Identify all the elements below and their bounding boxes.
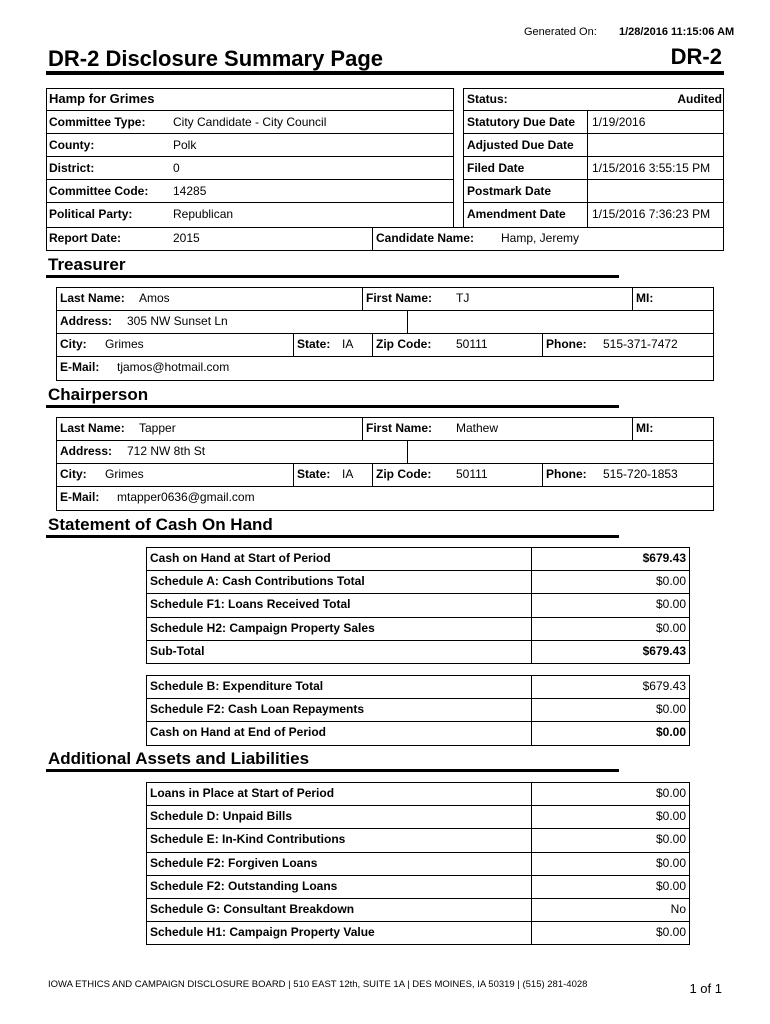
- treasurer-address: 305 NW Sunset Ln: [127, 314, 228, 328]
- chairperson-heading: Chairperson: [48, 385, 149, 404]
- statutory-due-date-label: Statutory Due Date: [467, 115, 576, 129]
- row-divider: [56, 486, 714, 487]
- chairperson-state: IA: [342, 467, 354, 481]
- row-divider: [46, 179, 454, 180]
- cash-top-row-label: Sub-Total: [150, 643, 205, 658]
- col-divider: [632, 417, 633, 440]
- assets-heading: Additional Assets and Liabilities: [48, 749, 310, 768]
- district-label: District:: [49, 161, 95, 175]
- cash-top-row: [146, 593, 690, 616]
- treasurer-last-name-label: Last Name:: [60, 291, 125, 305]
- cash-bottom-row-value: $0.00: [655, 702, 686, 717]
- assets-row: [146, 782, 690, 805]
- filed-date-label: Filed Date: [467, 161, 525, 175]
- row-divider: [46, 202, 454, 203]
- assets-row-value: $0.00: [655, 878, 686, 893]
- row-divider: [146, 828, 690, 829]
- assets-row-label: Schedule F2: Outstanding Loans: [150, 878, 338, 893]
- section-underline: [46, 405, 619, 408]
- col-divider: [362, 287, 363, 310]
- assets-row: [146, 875, 690, 898]
- committee-type-label: Committee Type:: [49, 115, 146, 129]
- district-value: 0: [173, 161, 180, 175]
- row-divider: [56, 463, 714, 464]
- chairperson-last-name: Tapper: [139, 421, 176, 435]
- candidate-name-label: Candidate Name:: [376, 231, 475, 245]
- row-divider: [46, 133, 454, 134]
- county-value: Polk: [173, 138, 197, 152]
- cash-bottom-row-label: Schedule F2: Cash Loan Repayments: [150, 702, 365, 717]
- generated-value: 1/28/2016 11:15:06 AM: [619, 26, 735, 38]
- cash-heading: Statement of Cash On Hand: [48, 515, 273, 534]
- cash-bottom-row-value: $679.43: [642, 679, 686, 693]
- assets-row-value: $0.00: [655, 786, 686, 800]
- chairperson-phone-label: Phone:: [546, 467, 587, 481]
- committee-code-value: 14285: [173, 184, 207, 198]
- col-divider: [542, 463, 543, 486]
- assets-row-label: Schedule F2: Forgiven Loans: [150, 855, 318, 870]
- treasurer-last-name: Amos: [139, 291, 170, 305]
- row-divider: [463, 179, 724, 180]
- statutory-due-date-value: 1/19/2016: [592, 115, 646, 129]
- row-divider: [56, 356, 714, 357]
- assets-row: [146, 852, 690, 875]
- row-divider: [56, 310, 714, 311]
- cash-top-row-value: $0.00: [655, 597, 686, 612]
- cash-top-row-value: $679.43: [642, 643, 686, 658]
- report-row-divider: [372, 227, 373, 251]
- row-divider: [146, 875, 690, 876]
- row-divider: [146, 593, 690, 594]
- row-divider: [56, 440, 714, 441]
- section-underline: [46, 769, 619, 772]
- row-divider: [463, 133, 724, 134]
- treasurer-first-name: TJ: [456, 291, 470, 305]
- treasurer-first-name-label: First Name:: [366, 291, 433, 305]
- cash-top-row-label: Schedule A: Cash Contributions Total: [150, 574, 365, 589]
- generated-label: Generated On:: [524, 26, 597, 38]
- treasurer-state-label: State:: [297, 337, 331, 351]
- treasurer-zip: 50111: [456, 337, 488, 351]
- adjusted-due-date-label: Adjusted Due Date: [467, 138, 574, 152]
- political-party-value: Republican: [173, 207, 234, 221]
- section-underline: [46, 275, 619, 278]
- row-divider: [463, 202, 724, 203]
- assets-row-value: No: [670, 902, 686, 916]
- treasurer-mi-label: MI:: [636, 291, 654, 305]
- col-divider: [362, 417, 363, 440]
- status-label: Status:: [467, 92, 508, 106]
- cash-top-row-value: $0.00: [655, 620, 686, 635]
- chairperson-email-label: E-Mail:: [60, 490, 100, 504]
- treasurer-city: Grimes: [105, 337, 144, 351]
- col-divider: [632, 287, 633, 310]
- chairperson-city: Grimes: [105, 467, 144, 481]
- status-badge: Audited: [677, 92, 722, 106]
- committee-type-value: City Candidate - City Council: [173, 115, 327, 129]
- cash-bottom-row: [146, 675, 690, 698]
- treasurer-phone-label: Phone:: [546, 337, 587, 351]
- cash-top-row-label: Cash on Hand at Start of Period: [150, 551, 331, 565]
- committee-name: Hamp for Grimes: [49, 91, 155, 106]
- assets-row: [146, 921, 690, 944]
- treasurer-state: IA: [342, 337, 354, 351]
- assets-row: [146, 898, 690, 921]
- row-divider: [146, 570, 690, 571]
- assets-row-value: $0.00: [655, 832, 686, 847]
- chairperson-mi-label: MI:: [636, 421, 654, 435]
- candidate-name-value: Hamp, Jeremy: [501, 231, 580, 245]
- cash-top-row: [146, 617, 690, 640]
- page-title: DR-2 Disclosure Summary Page: [48, 46, 384, 71]
- cash-bottom-row: [146, 698, 690, 721]
- filed-date-value: 1/15/2016 3:55:15 PM: [592, 161, 711, 175]
- chairperson-state-label: State:: [297, 467, 331, 481]
- chairperson-first-name: Mathew: [456, 421, 499, 435]
- postmark-date-label: Postmark Date: [467, 184, 552, 198]
- assets-row-value: $0.00: [655, 925, 686, 940]
- cash-top-row: [146, 547, 690, 570]
- assets-row-value: $0.00: [655, 809, 686, 824]
- treasurer-phone: 515-371-7472: [603, 337, 678, 351]
- report-date-label: Report Date:: [49, 231, 122, 245]
- amendment-date-value: 1/15/2016 7:36:23 PM: [592, 207, 711, 221]
- footer-address: IOWA ETHICS AND CAMPAIGN DISCLOSURE BOARD | 510 EAST 12th, SUITE 1A | DES MOINES, IA 50319 | (515) 281-4028: [48, 979, 588, 990]
- cash-bottom-row: [146, 721, 690, 744]
- row-divider: [146, 698, 690, 699]
- cash-top-row-label: Schedule H2: Campaign Property Sales: [150, 620, 375, 635]
- row-divider: [146, 721, 690, 722]
- assets-row-label: Schedule E: In-Kind Contributions: [150, 832, 346, 847]
- amendment-date-label: Amendment Date: [467, 207, 566, 221]
- assets-row-label: Loans in Place at Start of Period: [150, 786, 335, 800]
- form-code: DR-2: [670, 44, 722, 69]
- chairperson-first-name-label: First Name:: [366, 421, 433, 435]
- col-divider: [372, 463, 373, 486]
- cash-top-row-value: $0.00: [655, 574, 686, 589]
- chairperson-last-name-label: Last Name:: [60, 421, 125, 435]
- col-divider: [372, 333, 373, 356]
- county-label: County:: [49, 138, 95, 152]
- row-divider: [46, 156, 454, 157]
- section-underline: [46, 535, 619, 538]
- assets-row-label: Schedule G: Consultant Breakdown: [150, 902, 355, 916]
- chairperson-email: mtapper0636@gmail.com: [117, 490, 255, 504]
- cash-top-row-value: $679.43: [642, 551, 686, 565]
- row-divider: [463, 110, 724, 111]
- treasurer-email-label: E-Mail:: [60, 360, 100, 374]
- chairperson-zip: 50111: [456, 467, 488, 481]
- cash-top-row: [146, 640, 690, 663]
- cash-bottom-row-label: Cash on Hand at End of Period: [150, 725, 327, 740]
- page-number: 1 of 1: [689, 981, 722, 996]
- cash-top-row-label: Schedule F1: Loans Received Total: [150, 597, 351, 612]
- chairperson-phone: 515-720-1853: [603, 467, 678, 481]
- assets-row: [146, 805, 690, 828]
- chairperson-address-label: Address:: [60, 444, 113, 458]
- treasurer-city-label: City:: [60, 337, 87, 351]
- row-divider: [146, 921, 690, 922]
- assets-row-label: Schedule D: Unpaid Bills: [150, 809, 293, 824]
- chairperson-address: 712 NW 8th St: [127, 444, 206, 458]
- row-divider: [146, 640, 690, 641]
- row-divider: [146, 852, 690, 853]
- col-divider: [293, 463, 294, 486]
- treasurer-address-label: Address:: [60, 314, 113, 328]
- assets-row-value: $0.00: [655, 855, 686, 870]
- row-divider: [463, 156, 724, 157]
- title-underline: [46, 71, 724, 75]
- treasurer-zip-label: Zip Code:: [376, 337, 432, 351]
- col-divider: [407, 310, 408, 333]
- chairperson-zip-label: Zip Code:: [376, 467, 432, 481]
- assets-row: [146, 828, 690, 851]
- cash-bottom-row-label: Schedule B: Expenditure Total: [150, 679, 324, 693]
- row-divider: [56, 333, 714, 334]
- treasurer-heading: Treasurer: [48, 255, 126, 274]
- col-divider: [587, 110, 588, 228]
- political-party-label: Political Party:: [49, 207, 133, 221]
- col-divider: [293, 333, 294, 356]
- col-divider: [407, 440, 408, 463]
- committee-code-label: Committee Code:: [49, 184, 149, 198]
- row-divider: [146, 617, 690, 618]
- cash-bottom-row-value: $0.00: [655, 725, 686, 740]
- row-divider: [146, 805, 690, 806]
- report-date-value: 2015: [173, 231, 200, 245]
- cash-top-row: [146, 570, 690, 593]
- treasurer-email: tjamos@hotmail.com: [117, 360, 230, 374]
- row-divider: [146, 898, 690, 899]
- assets-row-label: Schedule H1: Campaign Property Value: [150, 925, 375, 940]
- col-divider: [542, 333, 543, 356]
- chairperson-city-label: City:: [60, 467, 87, 481]
